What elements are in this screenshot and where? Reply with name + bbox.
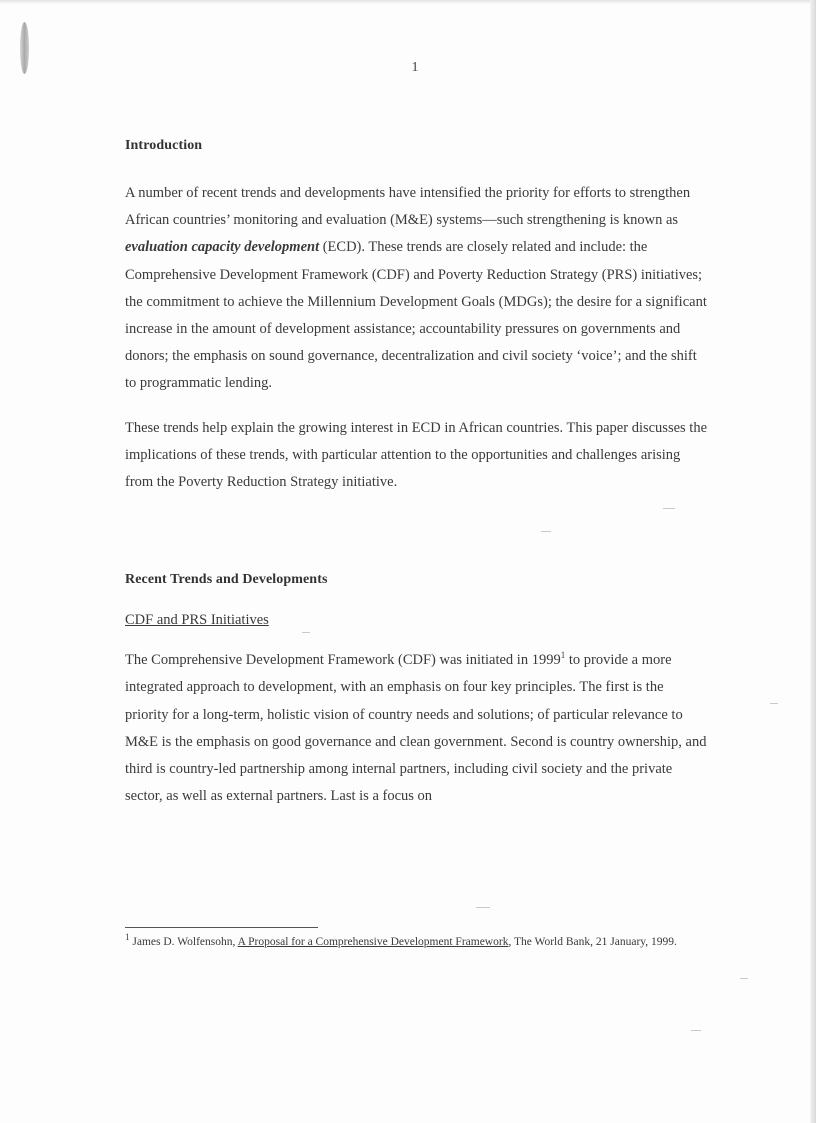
cdf-paragraph	[125, 647, 710, 810]
binder-hole-mark	[20, 22, 29, 74]
footnote	[125, 934, 713, 951]
main-content	[125, 138, 710, 810]
footnote-author: James D. Wolfensohn,	[129, 936, 238, 948]
scan-speck	[770, 703, 778, 704]
scan-speck	[740, 978, 748, 979]
recent-trends-heading: Recent Trends and Developments	[125, 572, 328, 588]
intro-p1-text-end: (ECD). These trends are closely related and include: the Comprehensive Development Framework (CDF) and Poverty Reduction Strategy (PRS) initiatives; the commitment to achieve the Millennium Development Goals (MDGs); the desire for a significant increase in the amount of development assistance; accountability pressures on governments and donors; the emphasis on sound governance, decentralization and civil society ‘voice’; and the shift to programmatic lending.	[125, 239, 707, 392]
footnote-rest: , The World Bank, 21 January, 1999.	[508, 936, 677, 948]
scan-top-edge	[0, 0, 816, 4]
footnote-marker: 1	[125, 932, 130, 943]
intro-p1-text-start: A number of recent trends and developments have intensified the priority for efforts to strengthen African countries’ monitoring and evaluation (M&E) systems—such strengthening is known as	[125, 185, 691, 229]
introduction-paragraph-1	[125, 180, 710, 398]
ecd-term: evaluation capacity development	[125, 239, 320, 256]
scan-speck	[476, 907, 490, 908]
scan-speck	[691, 1030, 701, 1031]
cdf-p-text-start: The Comprehensive Development Framework (CDF) was initiated in 1999	[125, 652, 561, 669]
footnote-separator	[125, 927, 318, 928]
scan-right-edge	[810, 0, 816, 1123]
footnote-title: A Proposal for a Comprehensive Development Framework	[237, 936, 509, 948]
cdf-p-text-end: to provide a more integrated approach to development, with an emphasis on four key principles. The first is the priority for a long-term, holistic vision of country needs and solutions; of particular relevance to M&E is the emphasis on good governance and clean government. Second is country ownership, and third is country-led partnership among internal partners, including civil society and the private sector, as well as external partners. Last is a focus on	[125, 652, 707, 805]
page-number: 1	[411, 60, 419, 75]
introduction-heading: Introduction	[125, 138, 203, 153]
footnote-reference: 1	[560, 650, 566, 661]
cdf-prs-subheading: CDF and PRS Initiatives	[125, 612, 269, 629]
introduction-paragraph-2: These trends help explain the growing interest in ECD in African countries. This paper discusses the implications of these trends, with particular attention to the opportunities and challenges arising from the Poverty Reduction Strategy initiative.	[125, 419, 708, 491]
